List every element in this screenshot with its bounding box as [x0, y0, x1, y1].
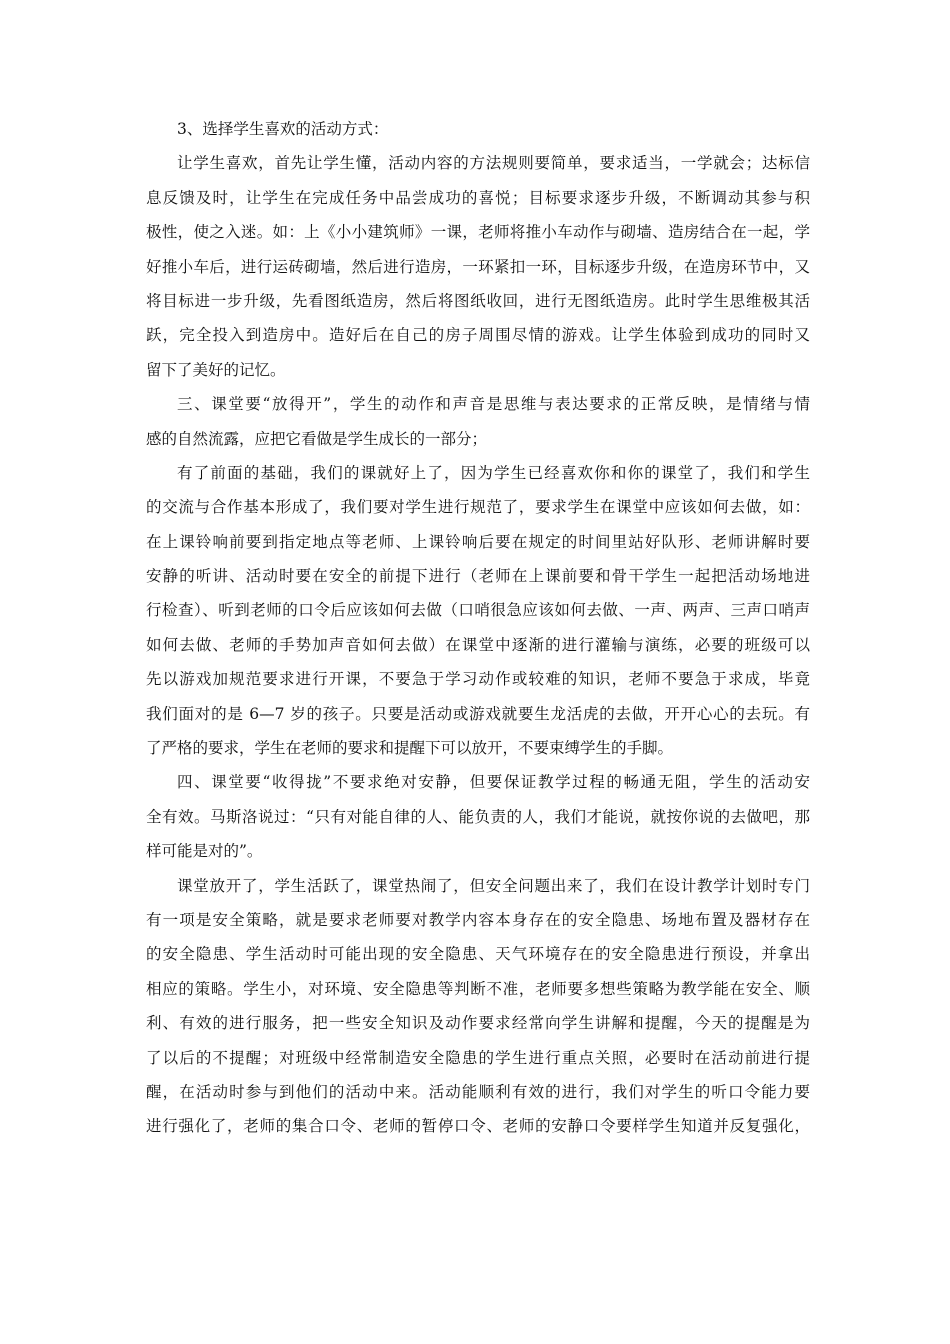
paragraph-classroom-gathered [146, 765, 810, 868]
text-line: 让学生喜欢，首先让学生懂，活动内容的方法规则要简单，要求适当，一学就会；达标信 [177, 154, 810, 173]
paragraph-safety-strategy [146, 869, 810, 1144]
text-line: 样可能是对的”。 [146, 842, 263, 861]
text-line: 了严格的要求，学生在老师的要求和提醒下可以放开，不要束缚学生的手脚。 [146, 739, 674, 758]
text-line: 将目标进一步升级，先看图纸造房，然后将图纸收回，进行无图纸造房。此时学生思维极其活 [146, 291, 810, 310]
paragraph-classroom-open [146, 387, 810, 456]
text-line: 极性，使之入迷。如：上《小小建筑师》一课，老师将推小车动作与砌墙、造房结合在一起，学 [146, 223, 810, 242]
text-line: 四、课堂要“收得拢”不要求绝对安静，但要保证教学过程的畅通无阻，学生的活动安 [177, 773, 810, 792]
text-line: 的安全隐患、学生活动时可能出现的安全隐患、天气环境存在的安全隐患进行预设，并拿出 [146, 945, 810, 964]
text-line: 的交流与合作基本形成了，我们要对学生进行规范了，要求学生在课堂中应该如何去做，如： [146, 498, 810, 517]
paragraph-activity-methods-heading [146, 112, 810, 146]
text-line: 先以游戏加规范要求进行开课，不要急于学习动作或较难的知识，老师不要急于求成，毕竟 [146, 670, 810, 689]
text-line: 三、课堂要“放得开”，学生的动作和声音是思维与表达要求的正常反映，是情绪与情 [177, 395, 810, 414]
text-line: 我们面对的是 6—7 岁的孩子。只要是活动或游戏就要生龙活虎的去做，开开心心的去玩。有 [146, 704, 810, 723]
text-line: 有了前面的基础，我们的课就好上了，因为学生已经喜欢你和你的课堂了，我们和学生 [177, 463, 810, 482]
paragraph-activity-methods [146, 146, 810, 387]
text-line: 醒，在活动时参与到他们的活动中来。活动能顺利有效的进行，我们对学生的听口令能力要 [146, 1082, 810, 1101]
text-line: 利、有效的进行服务，把一些安全知识及动作要求经常向学生讲解和提醒，今天的提醒是为 [146, 1014, 810, 1033]
text-line: 安静的听讲、活动时要在安全的前提下进行（老师在上课前要和骨干学生一起把活动场地进 [146, 567, 810, 586]
text-line: 全有效。马斯洛说过：“只有对能自律的人、能负责的人，我们才能说，就按你说的去做吧，那 [146, 807, 810, 826]
text-line: 息反馈及时，让学生在完成任务中品尝成功的喜悦；目标要求逐步升级，不断调动其参与积 [146, 188, 810, 207]
text-line: 课堂放开了，学生活跃了，课堂热闹了，但安全问题出来了，我们在设计教学计划时专门 [177, 876, 810, 895]
text-line: 进行强化了，老师的集合口令、老师的暂停口令、老师的安静口令要样学生知道并反复强化， [146, 1117, 810, 1136]
text-line: 如何去做、老师的手势加声音如何去做）在课堂中逐渐的进行灌输与演练，必要的班级可以 [146, 635, 810, 654]
text-line: 行检查）、听到老师的口令后应该如何去做（口哨很急应该如何去做、一声、两声、三声口哨声 [146, 601, 810, 620]
paragraph-classroom-rules [146, 456, 810, 766]
text-line: 在上课铃响前要到指定地点等老师、上课铃响后要在规定的时间里站好队形、老师讲解时要 [146, 532, 810, 551]
text-line: 了以后的不提醒；对班级中经常制造安全隐患的学生进行重点关照，必要时在活动前进行提 [146, 1048, 810, 1067]
text-line: 相应的策略。学生小，对环境、安全隐患等判断不准，老师要多想些策略为教学能在安全、顺 [146, 979, 810, 998]
text-line: 留下了美好的记忆。 [146, 360, 286, 379]
text-line: 3、选择学生喜欢的活动方式： [177, 120, 389, 138]
text-line: 有一项是安全策略，就是要求老师要对教学内容本身存在的安全隐患、场地布置及器材存在 [146, 910, 810, 929]
text-line: 好推小车后，进行运砖砌墙，然后进行造房，一环紧扣一环，目标逐步升级，在造房环节中，又 [146, 257, 810, 276]
text-line: 跃，完全投入到造房中。造好后在自己的房子周围尽情的游戏。让学生体验到成功的同时又 [146, 326, 810, 345]
text-line: 感的自然流露，应把它看做是学生成长的一部分； [146, 429, 488, 448]
document-page [146, 112, 810, 1144]
